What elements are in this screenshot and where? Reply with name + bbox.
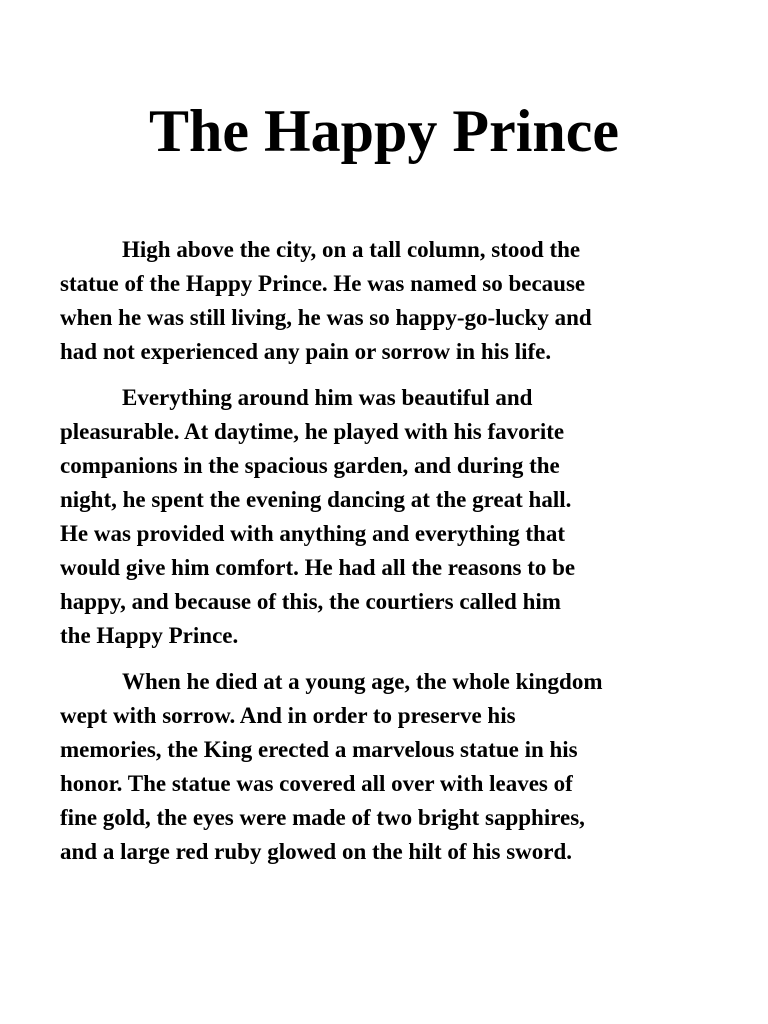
text-line: He was provided with anything and everything that	[60, 521, 566, 546]
text-line: High above the city, on a tall column, stood the	[122, 237, 581, 262]
text-line: statue of the Happy Prince. He was named so because	[60, 271, 586, 296]
text-line: wept with sorrow. And in order to preserve his	[60, 703, 516, 728]
text-line: memories, the King erected a marvelous statue in his	[60, 737, 578, 762]
text-line: Everything around him was beautiful and	[122, 385, 533, 410]
text-line: pleasurable. At daytime, he played with his favorite	[60, 419, 565, 444]
story-body	[60, 233, 691, 881]
text-line: happy, and because of this, the courtiers called him	[60, 589, 561, 614]
text-line: would give him comfort. He had all the reasons to be	[60, 555, 576, 580]
paragraph-3	[60, 665, 691, 869]
text-line: companions in the spacious garden, and during the	[60, 453, 560, 478]
text-line: night, he spent the evening dancing at the great hall.	[60, 487, 572, 512]
paragraph-1	[60, 233, 691, 369]
text-line: when he was still living, he was so happy-go-lucky and	[60, 305, 592, 330]
page-title: The Happy Prince	[148, 98, 619, 164]
text-line: When he died at a young age, the whole kingdom	[122, 669, 603, 694]
text-line: the Happy Prince.	[60, 623, 239, 648]
paragraph-2	[60, 381, 691, 653]
text-line: had not experienced any pain or sorrow in his life.	[60, 339, 552, 364]
text-line: honor. The statue was covered all over with leaves of	[60, 771, 573, 796]
text-line: fine gold, the eyes were made of two bright sapphires,	[60, 805, 585, 830]
text-line: and a large red ruby glowed on the hilt of his sword.	[60, 839, 573, 864]
